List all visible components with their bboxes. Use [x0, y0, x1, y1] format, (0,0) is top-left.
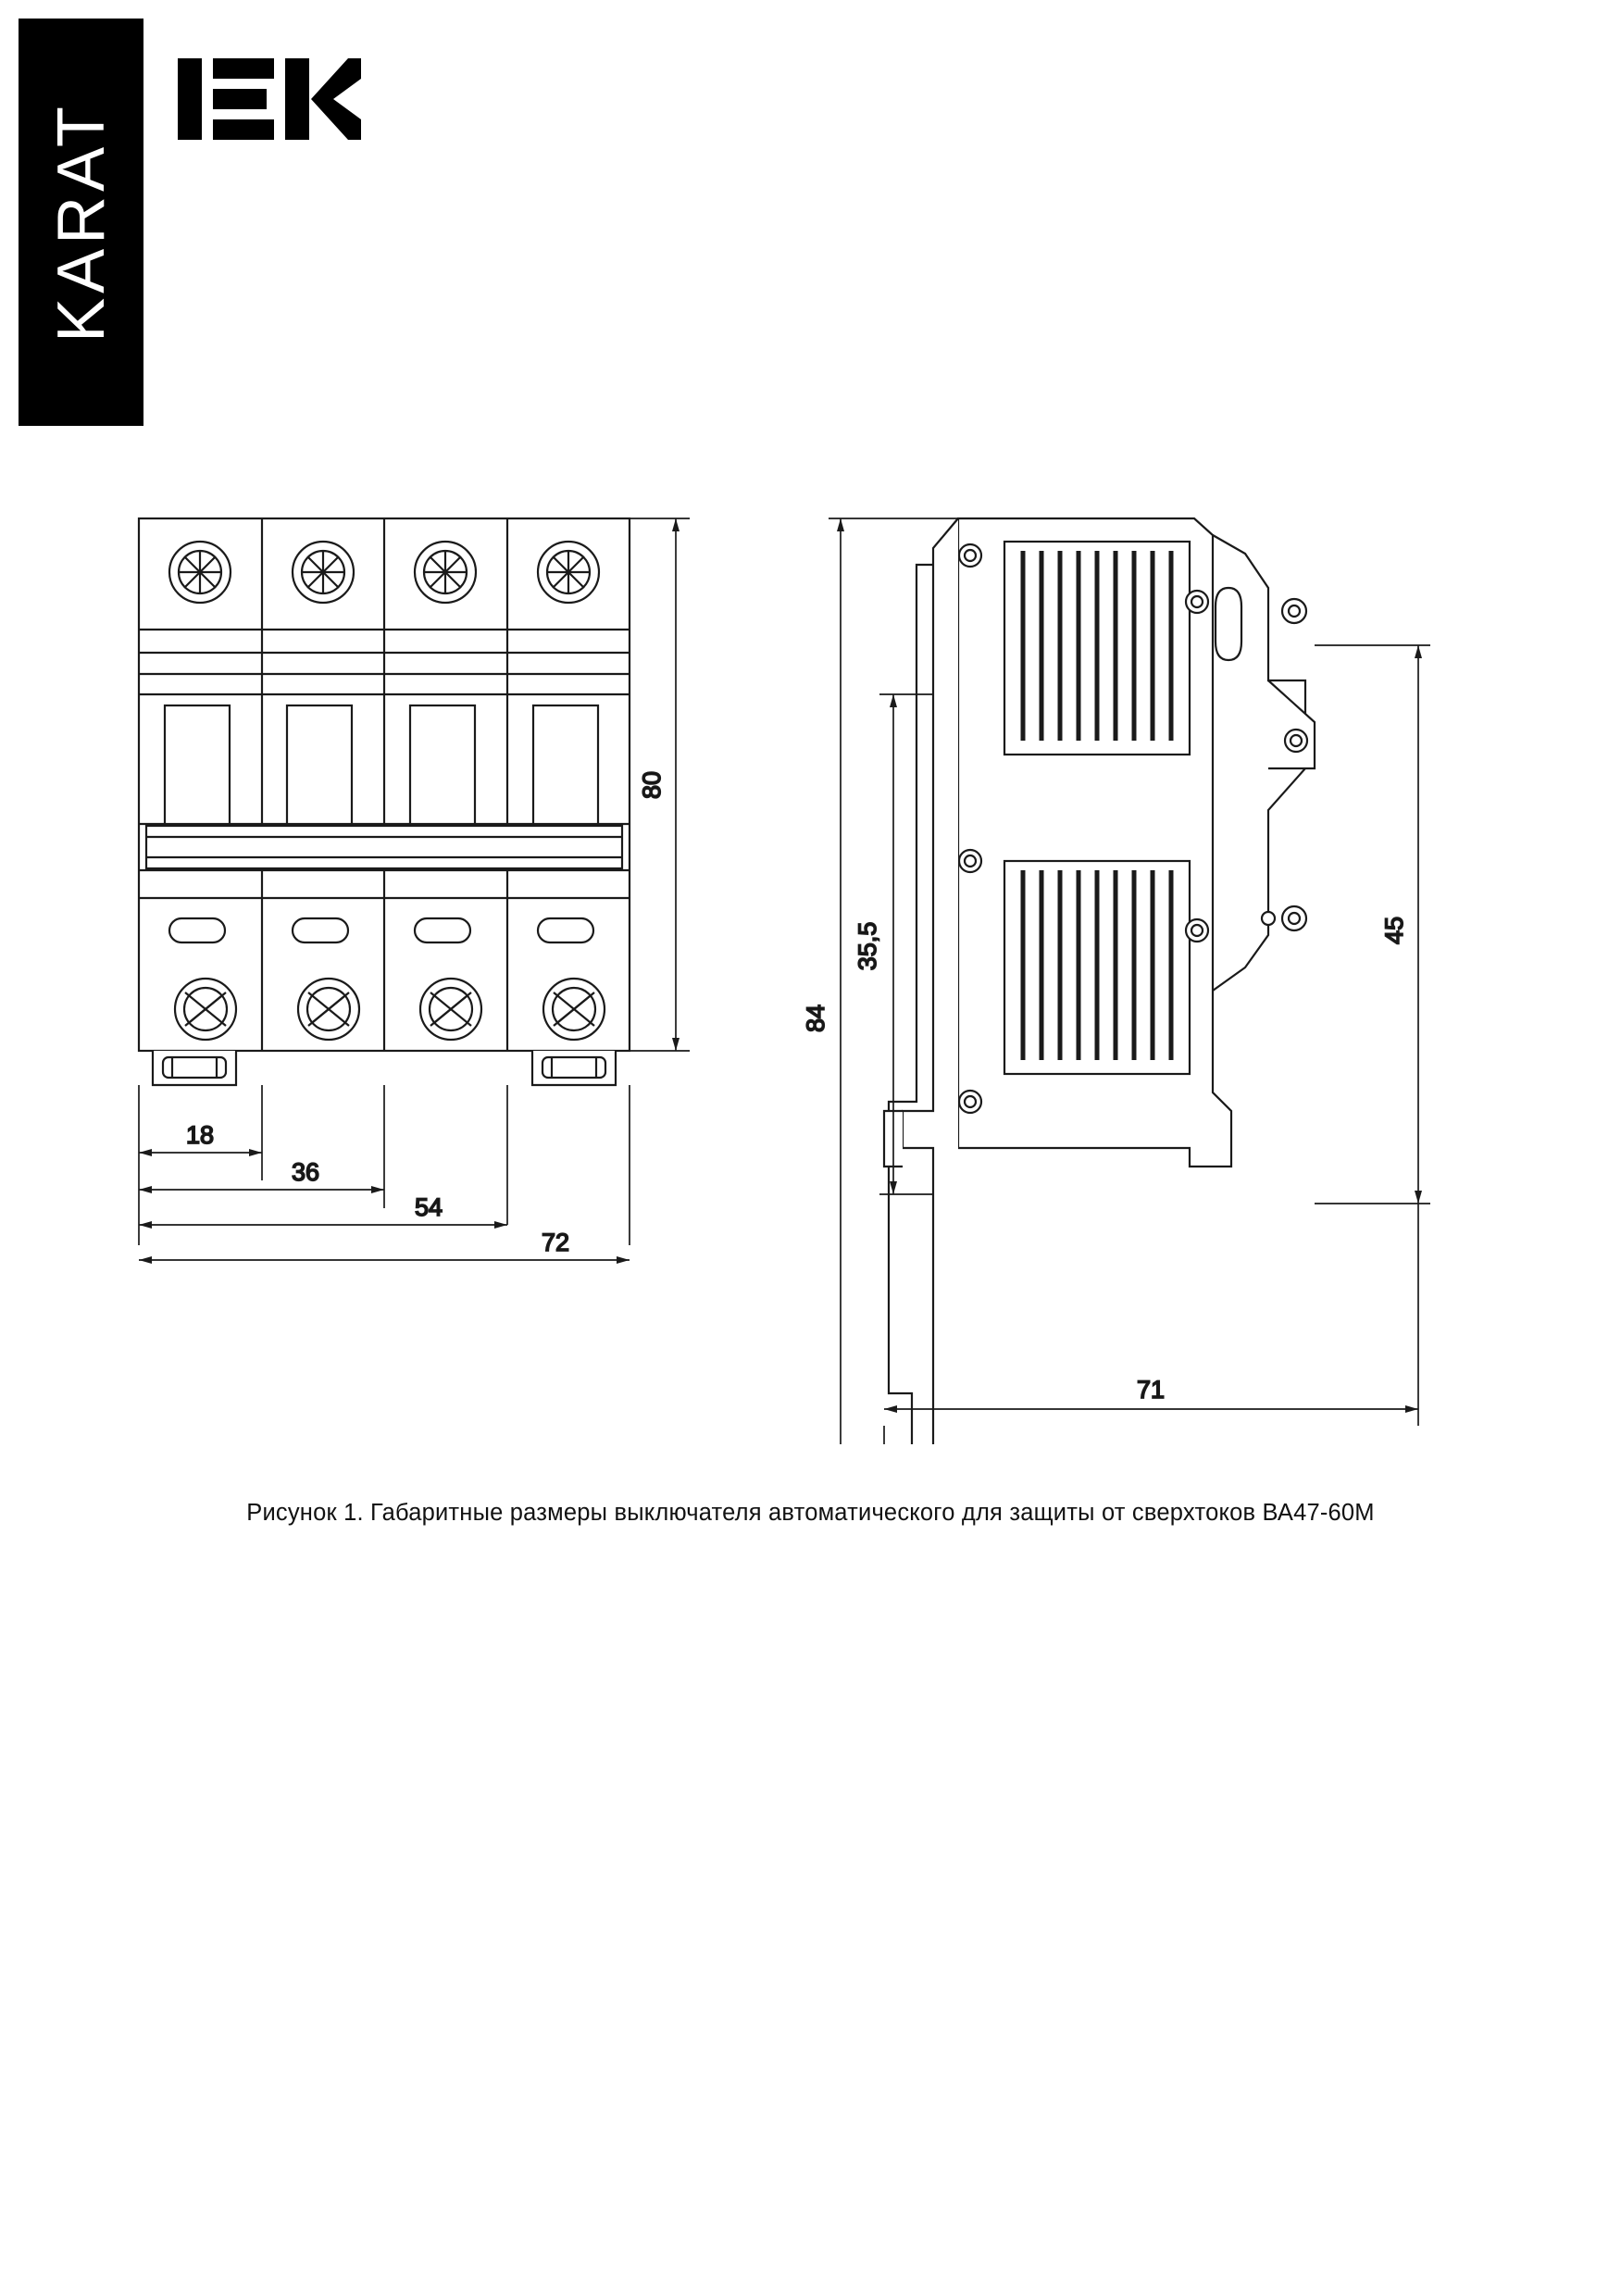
front-view-4-pole-breaker	[139, 518, 630, 1085]
rivet	[1282, 906, 1306, 930]
rivet	[959, 850, 981, 872]
dim-label-45: 45	[1380, 916, 1408, 945]
iek-logo	[176, 51, 361, 148]
indicator-window	[293, 918, 348, 942]
din-clip	[532, 1051, 616, 1085]
rivet	[959, 1091, 981, 1113]
side-view-breaker-profile	[884, 518, 1315, 1444]
rivet	[1186, 919, 1208, 942]
rivet	[1186, 591, 1208, 613]
terminal-screw-bottom	[298, 979, 359, 1040]
terminal-screw-top	[293, 542, 354, 603]
terminal-screw-top	[415, 542, 476, 603]
dim-label-18: 18	[185, 1121, 215, 1149]
dim-label-35-5: 35,5	[854, 921, 881, 971]
dim-label-71: 71	[1136, 1376, 1166, 1404]
figure-caption: Рисунок 1. Габаритные размеры выключателя автоматического для защиты от сверхтоков ВА47-60М	[246, 1500, 1375, 1526]
terminal-screw-top	[169, 542, 231, 603]
brand-sidebar-label: KARAT	[44, 102, 118, 343]
technical-drawing	[0, 463, 1621, 1444]
rivet	[1282, 599, 1306, 623]
rivet	[1285, 730, 1307, 752]
dim-label-36: 36	[291, 1158, 320, 1186]
terminal-screw-bottom	[420, 979, 481, 1040]
terminal-screw-top	[538, 542, 599, 603]
dim-label-54: 54	[414, 1193, 443, 1221]
dim-label-80: 80	[638, 770, 666, 800]
indicator-window	[415, 918, 470, 942]
din-clip	[153, 1051, 236, 1085]
dim-label-72: 72	[541, 1229, 570, 1256]
terminal-screw-bottom	[543, 979, 605, 1040]
indicator-window	[538, 918, 593, 942]
rivet	[1262, 912, 1275, 925]
terminal-screw-bottom	[175, 979, 236, 1040]
dim-label-84: 84	[802, 1004, 829, 1033]
brand-sidebar	[19, 19, 143, 426]
indicator-window	[169, 918, 225, 942]
rivet	[959, 544, 981, 567]
